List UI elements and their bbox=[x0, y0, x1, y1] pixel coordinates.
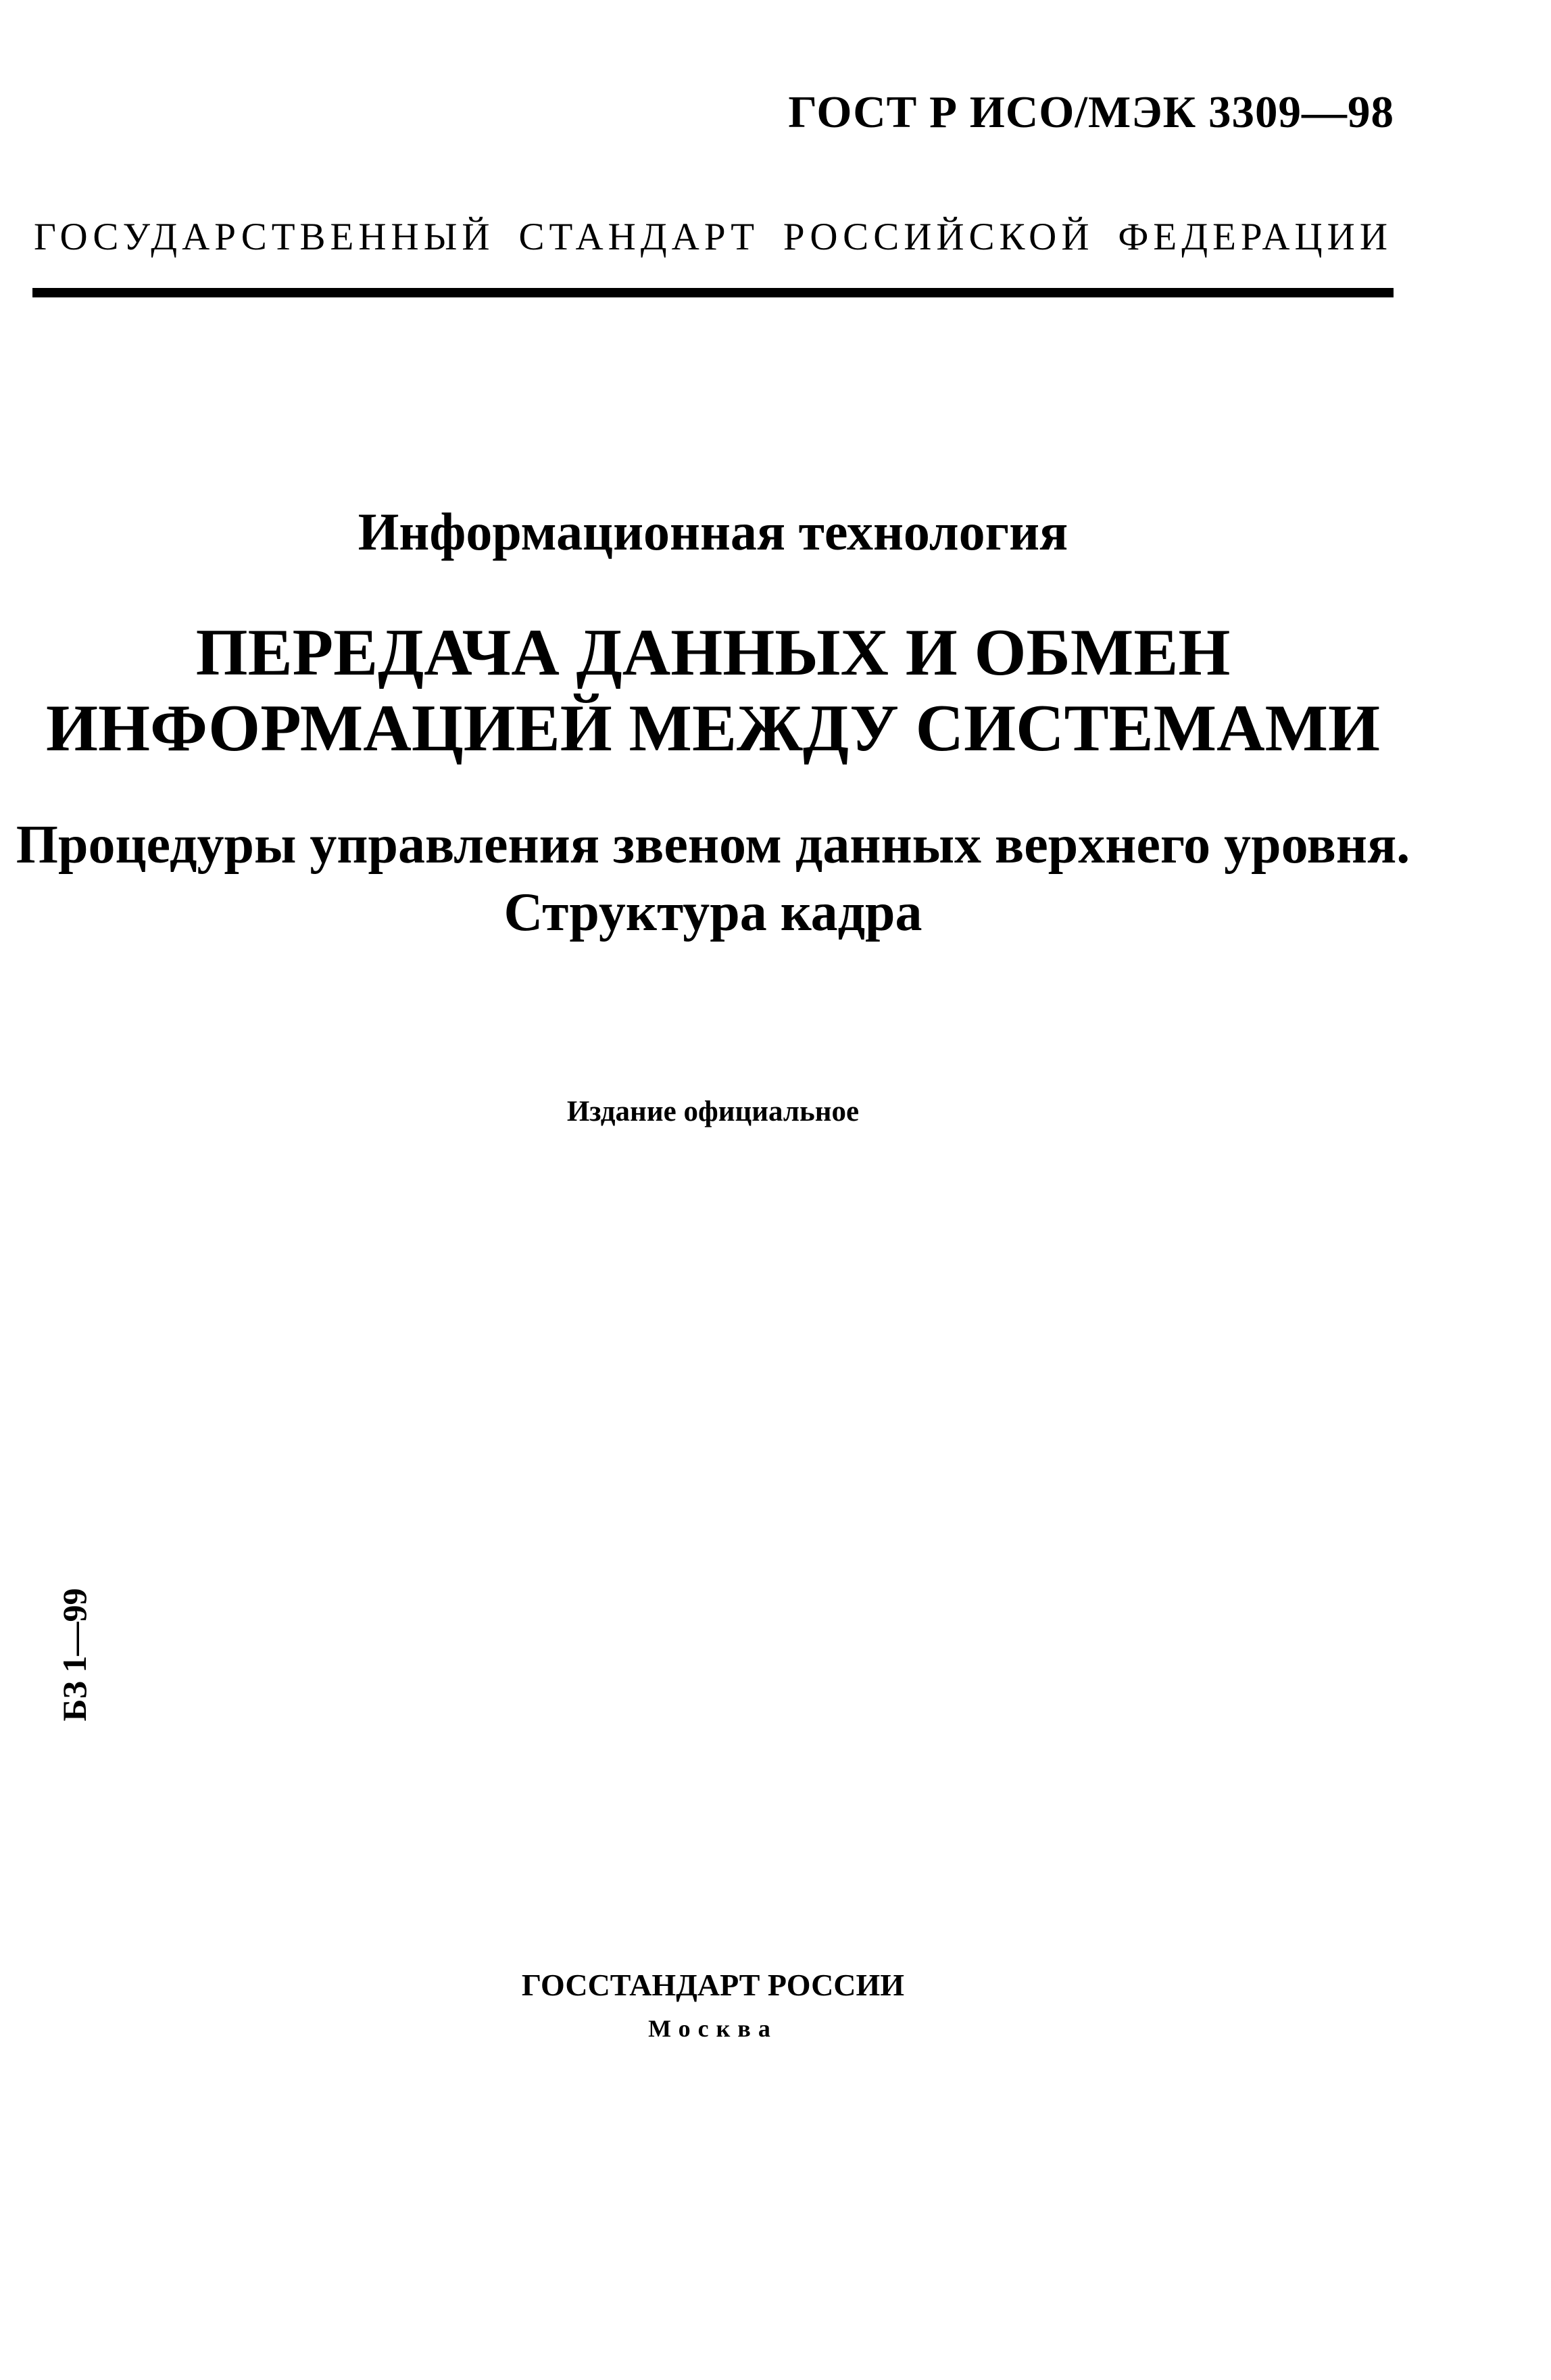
publisher: ГОССТАНДАРТ РОССИИ bbox=[521, 1968, 905, 2002]
subtitle-line: Структура кадра bbox=[503, 883, 922, 942]
standard-number: ГОСТ Р ИСО/МЭК 3309—98 bbox=[788, 87, 1394, 137]
document-subject: Информационная технология bbox=[358, 502, 1068, 561]
subtitle-line: Процедуры управления звеном данных верхнего уровня. bbox=[16, 815, 1410, 875]
publication-city: Москва bbox=[648, 2015, 778, 2042]
main-title-line: ПЕРЕДАЧА ДАННЫХ И ОБМЕН bbox=[195, 616, 1231, 689]
state-standard-heading: ГОСУДАРСТВЕННЫЙ СТАНДАРТ РОССИЙСКОЙ ФЕДЕРАЦИИ bbox=[34, 216, 1392, 258]
catalog-code: БЗ 1—99 bbox=[55, 1588, 93, 1722]
subtitle bbox=[0, 811, 1426, 946]
header-divider bbox=[32, 288, 1394, 297]
edition-note: Издание официальное bbox=[566, 1096, 860, 1127]
main-title-line: ИНФОРМАЦИЕЙ МЕЖДУ СИСТЕМАМИ bbox=[45, 691, 1381, 765]
main-title bbox=[0, 615, 1426, 767]
